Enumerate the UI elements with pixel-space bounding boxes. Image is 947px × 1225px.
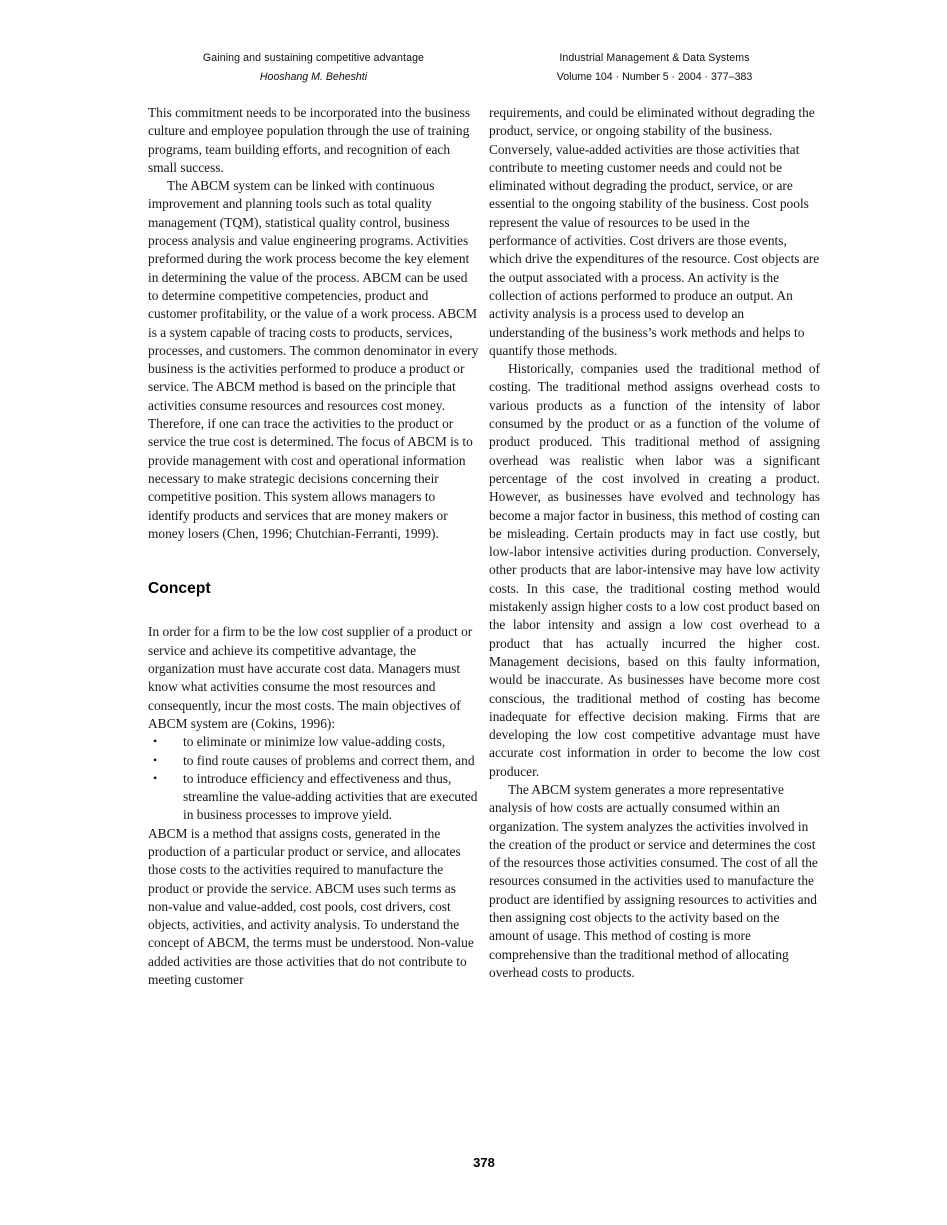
paragraph: Historically, companies used the traditional method of costing. The traditional method assigns overhead costs to various products as a function of the intensity of labor consumed by the product or as a function of the volume of product produced. This traditional method of assigning overhead was realistic when labor was a significant percentage of the cost involved in creating a product. However, as businesses have evolved and technology has become a major factor in business, this method of costing can be misleading. Certain products may in fact use costly, but low-labor intensive activities during production. Conversely, other products that are labor-intensive may have low activity costs. In this case, the traditional costing method would mistakenly assign higher costs to a low cost product based on the labor intensity and assign a low cost overhead to a product that has actually incurred the higher cost. Management decisions, based on this faulty information, would be inaccurate. As businesses have become more cost conscious, the traditional method of costing has become inadequate for effective decision making. Firms that are developing the low cost competitive advantage must have accurate cost information in order to become the low cost producer.: [489, 361, 820, 779]
paragraph: The ABCM system generates a more representative analysis of how costs are actually consumed within an organization. The system analyzes the activities involved in the creation of the product or service and determines the cost of the resources those activities consumed. The cost of all the resources consumed in the activities used to manufacture the product are identified by assigning resources to activities and then assigning cost objects to the activity based on the amount of usage. This method of costing is more comprehensive than the traditional method of allocating overhead costs to products.: [489, 781, 818, 980]
running-head-left: [148, 52, 479, 83]
running-head: [148, 52, 820, 83]
paragraph: ABCM is a method that assigns costs, generated in the production of a particular product or service, and allocates those costs to the activities required to manufacture the product or provide the service. ABCM uses such terms as non-value and value-added, cost pools, cost drivers, cost objects, activities, and activity analysis. To understand the concept of ABCM, the terms must be understood. Non-value added activities are those activities that do not contribute to meeting customer: [148, 825, 474, 988]
list-item-text: to eliminate or minimize low value-adding costs,: [183, 734, 446, 750]
journal-issue: Volume 104 · Number 5 · 2004 · 377–383: [556, 71, 753, 83]
list-item: [148, 752, 479, 770]
journal-name: Industrial Management & Data Systems: [559, 52, 750, 64]
article-author: Hooshang M. Beheshti: [259, 71, 368, 83]
bullet-icon: •: [153, 752, 158, 767]
running-head-right: [489, 52, 820, 83]
article-title: Gaining and sustaining competitive advantage: [202, 52, 425, 64]
paragraph: In order for a firm to be the low cost supplier of a product or service and achieve its competitive advantage, the organization must have accurate cost data. Managers must know what activities consume the most resources and consequently, incur the most costs. The main objectives of ABCM system are (Cokins, 1996):: [148, 624, 473, 731]
left-column: [148, 104, 479, 989]
paragraph: This commitment needs to be incorporated into the business culture and employee population through the use of training programs, team building efforts, and recognition of each small success.: [148, 105, 471, 175]
list-item-text: to find route causes of problems and correct them, and: [183, 752, 475, 768]
section-heading-concept: Concept: [148, 580, 211, 598]
paragraph: The ABCM system can be linked with continuous improvement and planning tools such as total quality management (TQM), statistical quality control, business process analysis and value engineering programs. Activities preformed during the work process become the key element in determining the value of the process. ABCM can be used to determine competitive competencies, product and customer profitability, or the value of a work process. ABCM is a system capable of tracing costs to products, services, processes, and customers. The common denominator in every business is the activities performed to produce a product or service. The ABCM method is based on the principle that activities consume resources and resources cost money. Therefore, if one can trace the activities to the product or service the true cost is determined. The focus of ABCM is to provide management with cost and operational information necessary to make strategic decisions concerning their competitive position. This system allows managers to identify products and services that are money makers or money losers (Chen, 1996; Chutchian-Ferranti, 1999).: [148, 178, 479, 541]
page-number: 378: [473, 1155, 495, 1170]
list-item: [148, 770, 479, 825]
list-item-text: to introduce efficiency and effectiveness and thus, streamline the value-adding activities that are executed in business processes to improve yield.: [183, 770, 478, 823]
bullet-icon: •: [153, 734, 158, 749]
bullet-list: [148, 733, 479, 824]
paragraph: requirements, and could be eliminated without degrading the product, service, or ongoing stability of the business. Conversely, value-added activities are those activities that contribute to meeting customer needs and could not be eliminated without degrading the product, service, or are essential to the ongoing stability of the business. Cost pools represent the value of resources to be used in the performance of activities. Cost drivers are those events, which drive the expenditures of the resource. Cost objects are the output associated with a process. An activity is the collection of actions performed to produce an output. An activity analysis is a process used to develop an understanding of the business’s work methods and helps to quantify those methods.: [489, 105, 820, 358]
list-item: [148, 733, 479, 751]
bullet-icon: •: [153, 770, 158, 785]
body-columns: [148, 104, 820, 989]
right-column: [489, 104, 820, 989]
